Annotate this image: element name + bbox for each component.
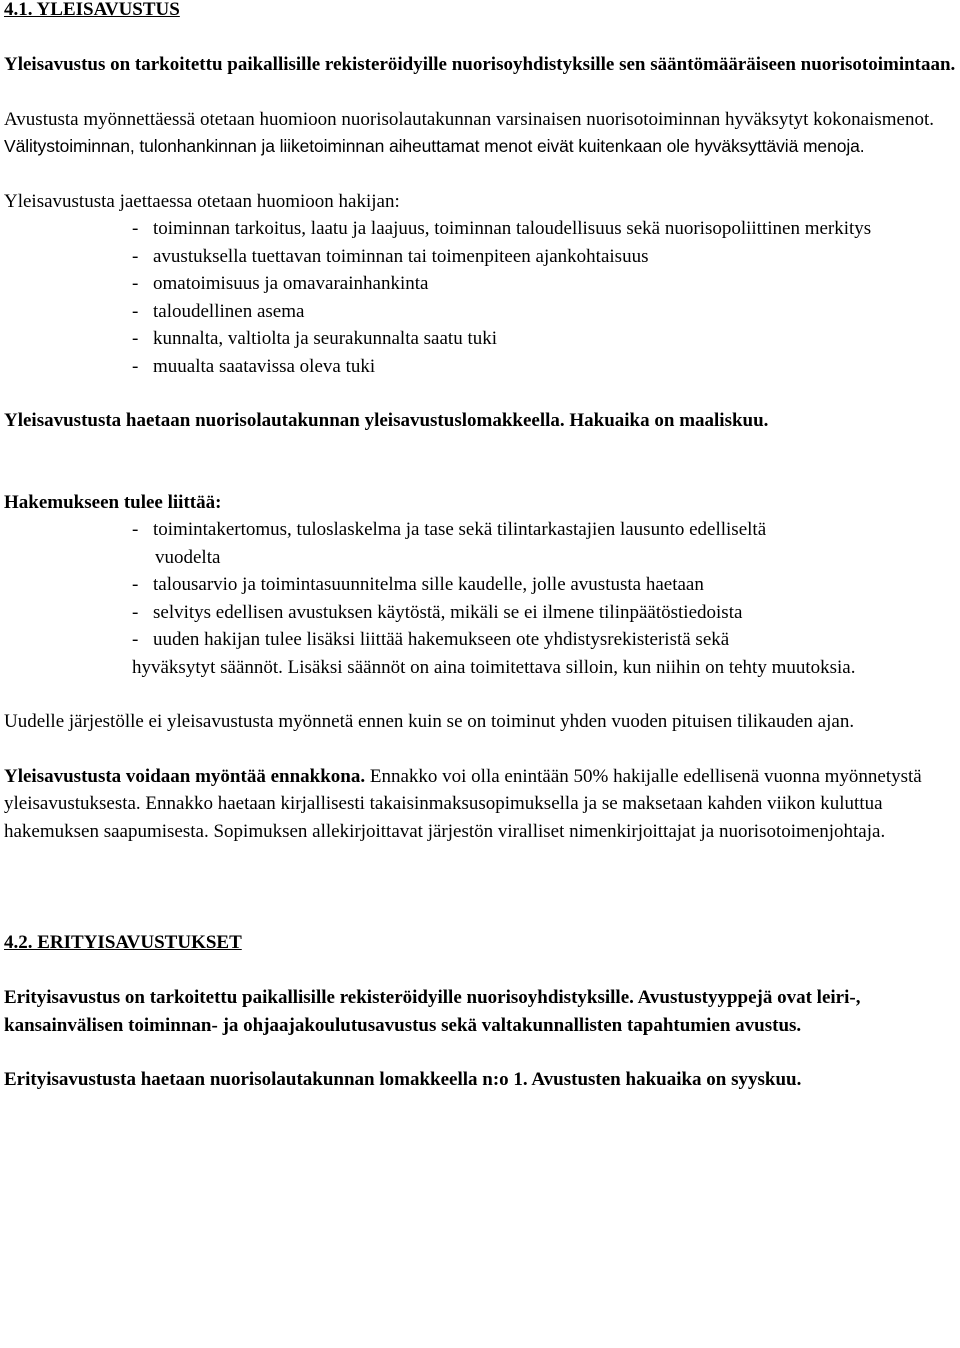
section-heading-yleisavustus: 4.1. YLEISAVUSTUS [4,0,180,20]
yleisavustus-application-info: Yleisavustusta haetaan nuorisolautakunnan yleisavustuslomakkeella. Hakuaika on maaliskuu. [4,410,769,431]
costs-paragraph-part1: Avustusta myönnettäessä otetaan huomioon nuorisolautakunnan varsinaisen nuorisotoiminnan hyväksytyt kokonaismenot. [4,108,934,130]
attachment-item-text: toimintakertomus, tuloslaskelma ja tase sekä tilintarkastajien lausunto edelliseltä [153,519,767,540]
attachment-item-continuation: hyväksytyt säännöt. Lisäksi säännöt on aina toimitettava silloin, kun niihin on tehty muutoksia. [132,656,856,678]
criteria-item: - toiminnan tarkoitus, laatu ja laajuus, toiminnan taloudellisuus sekä nuorisopoliittinen merkitys [132,215,956,243]
attachment-item [132,516,956,571]
criteria-item: - omatoimisuus ja omavarainhankinta [132,270,956,298]
erityisavustus-application-info: Erityisavustusta haetaan nuorisolautakunnan lomakkeella n:o 1. Avustusten hakuaika on syyskuu. [4,1069,802,1090]
criteria-item: - taloudellinen asema [132,298,956,326]
criteria-intro: Yleisavustusta jaettaessa otetaan huomioon hakijan: [4,190,400,212]
erityisavustus-intro: Erityisavustus on tarkoitettu paikallisille rekisteröidyille nuorisoyhdistyksille. Avustustyyppejä ovat leiri-, kansainvälisen toiminnan- ja ohjaajakoulutusavustus sekä valtakunnallisten tapahtumien avustus. [4,987,861,1036]
criteria-item: - muualta saatavissa oleva tuki [132,353,956,381]
attachment-item: - talousarvio ja toimintasuunnitelma sille kaudelle, jolle avustusta haetaan [132,571,956,599]
document-page [4,0,956,1094]
new-organization-rule: Uudelle järjestölle ei yleisavustusta myönnetä ennen kuin se on toiminut yhden vuoden pituisen tilikauden ajan. [4,711,855,732]
attachments-heading: Hakemukseen tulee liittää: [4,491,222,513]
advance-payment-details: Ennakko voi olla enintään 50% hakijalle edellisenä vuonna myönnetystä yleisavustuksesta. Ennakko haetaan kirjallisesti takaisinmaksusopimuksella ja se maksetaan kahden viikon kuluttua hakemuksen saapumisesta. Sopimuksen allekirjoittavat järjestön viralliset nimenkirjoittajat ja nuorisotoimenjohtaja. [4,765,922,842]
attachment-item: - uuden hakijan tulee lisäksi liittää hakemukseen ote yhdistysrekisteristä sekä [132,626,956,654]
yleisavustus-costs-paragraph [4,106,956,161]
attachment-item-continuation: vuodelta [155,546,221,568]
costs-paragraph-part2: Välitystoiminnan, tulonhankinnan ja liiketoiminnan aiheuttamat menot eivät kuitenkaan ole hyväksyttäviä menoja. [4,136,865,156]
criteria-list [4,215,956,380]
section-heading-erityisavustukset: 4.2. ERITYISAVUSTUKSET [4,932,242,953]
attachments-list [4,516,956,654]
yleisavustus-intro: Yleisavustus on tarkoitettu paikallisille rekisteröidyille nuorisoyhdistyksille sen sääntömääräiseen nuorisotoimintaan. [4,54,956,75]
attachment-item: - selvitys edellisen avustuksen käytöstä, mikäli se ei ilmene tilinpäätöstiedoista [132,599,956,627]
advance-payment-paragraph [4,763,956,846]
criteria-item: - kunnalta, valtiolta ja seurakunnalta saatu tuki [132,325,956,353]
advance-payment-lead: Yleisavustusta voidaan myöntää ennakkona. [4,765,366,787]
criteria-item: - avustuksella tuettavan toiminnan tai toimenpiteen ajankohtaisuus [132,243,956,271]
